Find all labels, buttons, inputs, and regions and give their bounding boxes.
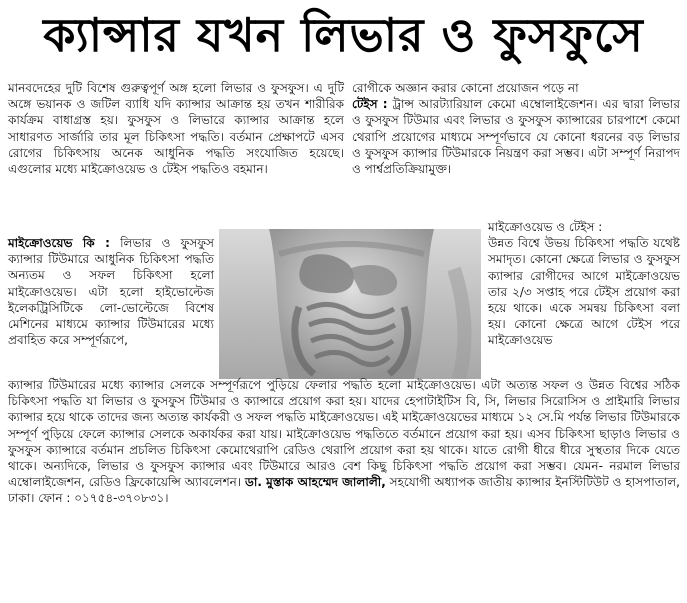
taces-section	[352, 80, 680, 177]
torso-organs-image	[219, 229, 481, 379]
microwave-section	[8, 235, 214, 348]
bottom-text	[8, 377, 680, 507]
author-title: সহযোগী অধ্যাপক জাতীয় ক্যান্সার ইনস্টিটিউট ও হাসপাতাল, ঢাকা। ফোন : ০১৭৫৪-৩৭০৮৩১।	[8, 475, 680, 506]
author-name: ডা. মুস্তাক আহম্মেদ জালালী,	[245, 475, 386, 490]
combined-treatment-section	[488, 219, 680, 349]
bottom-left-text: ক্যান্সার টিউমারের মধ্যে ক্যান্সার সেলকে সম্পূর্ণরূপে পুড়িয়ে ফেলার পদ্ধতি হলো মাইক্রোওয়েভ। এটা অত্যন্ত সফল ও উন্নত বিশ্বের সঠিক চিকিৎসা পদ্ধতি যা লিভার ও ফুসফুস টিউমার ও ক্যান্সারে প্রয়োগ করা হয়। যাদের হেপাটাইটিস বি, সি, লিভার সিরোসিস ও প্রাইমারি লিভার ক্যান্সার হয়ে থাকে তাদের জন্য অত্যন্ত কার্যকরী ও সফল পদ্ধতি মাইক্রোওয়েভ। এই মাইক্রোওয়েভের মাধ্যমে ১২ সে.মি পর্যন্ত লিভার টিউমারকে সম্পূর্ণ পুড়িয়ে ফেলে ক্যান্সার সেলকে অকার্যকর করা যায়। মাইক্রোওয়েভ পদ্ধতিতে বর্তমানে	[8, 378, 680, 441]
intro-text: মানবদেহের দুটি বিশেষ গুরুত্বপূর্ণ অঙ্গ হলো লিভার ও ফুসফুস। এ দুটি অঙ্গে ভয়ানক ও জটিল ব্যাধি যদি ক্যান্সার আক্রান্ত হয় তখন শারীরিক কার্যক্রম বাধাগ্রস্ত হয়। ফুসফুস ও লিভারে ক্যান্সার আক্রান্ত হলে সাধারণত সার্জারি তার মূল চিকিৎসা পদ্ধতি। বর্তমান প্রেক্ষাপটে এসব রোগের চিকিৎসায় অনেক আধুনিক পদ্ধতি সংযোজিত হয়েছে। এগুলোর মধ্যে মাইক্রোওয়েভ ও টেইস পদ্ধতিও বহমান।	[8, 81, 344, 177]
article-headline: ক্যান্সার যখন লিভার ও ফুসফুসে	[43, 8, 644, 62]
microwave-text: লিভার ও ফুসফুস ক্যান্সার টিউমারে আধুনিক চিকিৎসা পদ্ধতি অন্যতম ও সফল চিকিৎসা হলো মাইক্রোওয়েভ। এটা হলো হাইভোল্টেজ ইলেকট্রিসিটিকে লো-ভোল্টেজে বিশেষ মেশিনের মাধ্যমে ক্যান্সার টিউমারের মধ্যে প্রবাহিত করে সম্পূর্ণরূপে,	[8, 236, 214, 348]
right-top-text: রোগীকে অজ্ঞান করার কোনো প্রয়োজন পড়ে না	[352, 81, 579, 95]
microwave-paragraph	[8, 235, 214, 348]
taces-heading: টেইস :	[352, 97, 388, 112]
abdomen-illustration	[219, 229, 481, 379]
taces-paragraph	[352, 96, 680, 177]
bottom-right-text: প্রয়োগ করা হয়। এসব চিকিৎসা ছাড়াও লিভার ও ফুসফুস ক্যান্সারে বর্তমান প্রচলিত চিকিৎসা কেমোথেরাপি রেডিও থেরাপি প্রয়োগ করা হয় থাকে। যাতে রোগী ধীরে ধীরে সুস্থতার দিকে যেতে থাকে। অন্যদিকে, লিভার ও ফুসফুস ক্যান্সার এবং টিউমারে আরও বেশ কিছু চিকিৎসা পদ্ধতি প্রয়োগ করা সম্ভব। যেমন- নরমাল লিভার এম্বোলাইজেশন, রেডিও ফ্রিকোয়েন্সি অ্যাবলেশন।	[8, 426, 680, 490]
intro-paragraph	[8, 80, 344, 177]
combined-text: উন্নত বিশ্বে উভয় চিকিৎসা পদ্ধতি যথেষ্ট সমাদৃত। কোনো ক্ষেত্রে লিভার ও ফুসফুস ক্যান্সার রোগীদের আগে মাইক্রোওয়েভ তার ২/৩ সপ্তাহ পরে টেইস প্রয়োগ করা হয়ে থাকে। একে সমন্বয় চিকিৎসা বলা হয়। কোনো ক্ষেত্রে আগে টেইস পরে মাইক্রোওয়েভ	[488, 236, 680, 348]
bottom-section	[8, 377, 680, 507]
taces-text: ট্রান্স আরট্যারিয়াল কেমো এম্বোলাইজেশন। এর দ্বারা লিভার ও ফুসফুস টিউমার এবং লিভার ও ফুসফুস ক্যান্সারের চারপাশে কেমো থেরাপি প্রয়োগের মাধ্যমে সম্পূর্ণভাবে যে কোনো ধরনের বড় লিভার ও ফুসফুস ক্যান্সার টিউমারকে নিয়ন্ত্রণ করা সম্ভব। এটা সম্পূর্ণ নিরাপদ ও পার্শ্বপ্রতিক্রিয়ামুক্ত।	[352, 97, 680, 177]
microwave-heading: মাইক্রোওয়েভ কি :	[8, 236, 110, 250]
combined-heading: মাইক্রোওয়েভ ও টেইস :	[488, 220, 603, 234]
